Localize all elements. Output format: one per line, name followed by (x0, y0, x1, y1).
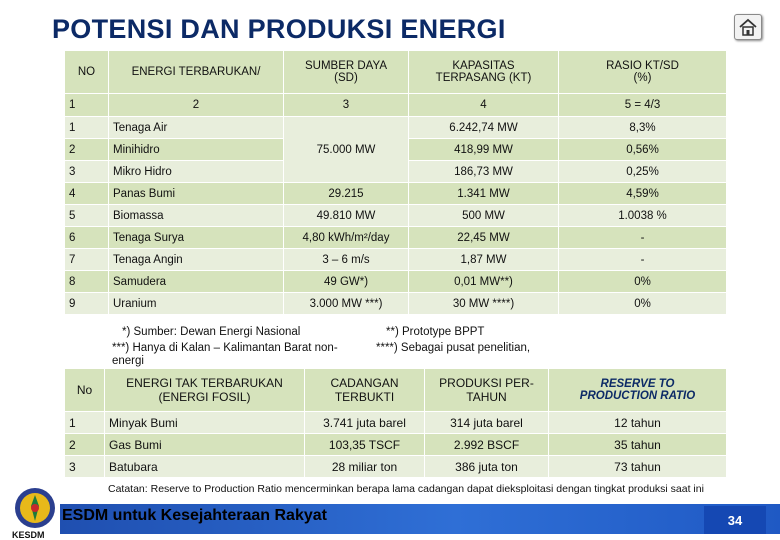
row-no: 9 (65, 293, 109, 315)
table-row (65, 249, 727, 271)
row-no: 4 (65, 183, 109, 205)
header-energi-line1: ENERGI TAK TERBARUKAN (126, 376, 283, 390)
index-cell: 2 (109, 94, 284, 117)
row-name: Minihidro (109, 139, 284, 161)
row-no: 2 (65, 139, 109, 161)
row-name: Uranium (109, 293, 284, 315)
header-rp-line1: RESERVE TO (600, 378, 675, 390)
header-kapasitas-line2: TERPASANG (KT) (435, 72, 532, 84)
fossil-energy-table (64, 368, 727, 478)
hydro-sd-merged: 75.000 MW (284, 117, 409, 183)
row-sd: 49.810 MW (284, 205, 409, 227)
row-kt: 1,87 MW (409, 249, 559, 271)
row-production: 2.992 BSCF (425, 434, 549, 456)
header-kapasitas-line1: KAPASITAS (452, 60, 515, 72)
row-name: Mikro Hidro (109, 161, 284, 183)
row-no: 1 (65, 412, 105, 434)
row-ratio: 0,56% (559, 139, 727, 161)
header-rasio (559, 51, 727, 94)
row-name: Samudera (109, 271, 284, 293)
rp-ratio-note: Catatan: Reserve to Production Ratio mencerminkan berapa lama cadangan dapat dieksploitasi dengan tingkat produksi saat ini (108, 483, 704, 495)
footnote-2: **) Prototype BPPT (386, 326, 485, 338)
footer-slogan: ESDM untuk Kesejahteraan Rakyat (62, 507, 327, 524)
index-cell: 4 (409, 94, 559, 117)
header-cadangan-line2: TERBUKTI (334, 390, 395, 404)
table-row (65, 117, 727, 139)
page-title: POTENSI DAN PRODUKSI ENERGI (52, 14, 506, 44)
table-row (65, 434, 727, 456)
row-kt: 500 MW (409, 205, 559, 227)
footnote-1: *) Sumber: Dewan Energi Nasional (122, 326, 301, 338)
row-production: 386 juta ton (425, 456, 549, 478)
row-name: Minyak Bumi (105, 412, 305, 434)
row-ratio: 0% (559, 293, 727, 315)
row-rp-ratio: 73 tahun (549, 456, 727, 478)
table-row (65, 293, 727, 315)
row-reserve: 28 miliar ton (305, 456, 425, 478)
row-no: 3 (65, 456, 105, 478)
header-no: NO (65, 51, 109, 94)
table-row (65, 271, 727, 293)
row-reserve: 3.741 juta barel (305, 412, 425, 434)
row-rp-ratio: 12 tahun (549, 412, 727, 434)
row-name: Tenaga Surya (109, 227, 284, 249)
row-reserve: 103,35 TSCF (305, 434, 425, 456)
row-kt: 418,99 MW (409, 139, 559, 161)
header-cadangan-line1: CADANGAN (330, 376, 399, 390)
row-no: 2 (65, 434, 105, 456)
index-cell: 3 (284, 94, 409, 117)
logo-label: KESDM (12, 530, 45, 540)
row-name: Gas Bumi (105, 434, 305, 456)
header-rp-ratio (549, 369, 727, 412)
kesdm-logo (10, 486, 60, 530)
footnote-4: ****) Sebagai pusat penelitian, (376, 342, 531, 354)
header-rp-line2: PRODUCTION RATIO (579, 390, 696, 402)
row-no: 3 (65, 161, 109, 183)
index-cell: 5 = 4/3 (559, 94, 727, 117)
header-produksi-line2: TAHUN (466, 390, 507, 404)
row-kt: 1.341 MW (409, 183, 559, 205)
table-header-row (65, 51, 727, 94)
row-sd: 3.000 MW ***) (284, 293, 409, 315)
header-rasio-line2: (%) (633, 72, 652, 84)
row-ratio: - (559, 249, 727, 271)
row-ratio: 1.0038 % (559, 205, 727, 227)
row-kt: 30 MW ****) (409, 293, 559, 315)
row-ratio: 8,3% (559, 117, 727, 139)
table-row (65, 205, 727, 227)
header-rasio-line1: RASIO KT/SD (606, 60, 679, 72)
row-no: 6 (65, 227, 109, 249)
index-cell: 1 (65, 94, 109, 117)
row-ratio: 0,25% (559, 161, 727, 183)
row-name: Panas Bumi (109, 183, 284, 205)
renewable-energy-table (64, 50, 727, 315)
table-row (65, 227, 727, 249)
header-no: No (65, 369, 105, 412)
header-sumber-line2: (SD) (334, 72, 358, 84)
home-icon (738, 17, 758, 37)
row-name: Tenaga Air (109, 117, 284, 139)
column-index-row (65, 94, 727, 117)
row-sd: 29.215 (284, 183, 409, 205)
row-sd: 4,80 kWh/m²/day (284, 227, 409, 249)
row-ratio: - (559, 227, 727, 249)
row-kt: 6.242,74 MW (409, 117, 559, 139)
row-kt: 22,45 MW (409, 227, 559, 249)
row-name: Tenaga Angin (109, 249, 284, 271)
row-no: 8 (65, 271, 109, 293)
row-no: 5 (65, 205, 109, 227)
header-sumber-line1: SUMBER DAYA (304, 60, 387, 72)
row-no: 1 (65, 117, 109, 139)
row-rp-ratio: 35 tahun (549, 434, 727, 456)
row-ratio: 0% (559, 271, 727, 293)
row-kt: 186,73 MW (409, 161, 559, 183)
header-kapasitas (409, 51, 559, 94)
header-energi: ENERGI TERBARUKAN/ (109, 51, 284, 94)
home-button[interactable] (734, 14, 762, 40)
row-no: 7 (65, 249, 109, 271)
row-ratio: 4,59% (559, 183, 727, 205)
header-energi-fosil (105, 369, 305, 412)
row-name: Biomassa (109, 205, 284, 227)
header-energi-line2: (ENERGI FOSIL) (158, 390, 251, 404)
row-sd: 3 – 6 m/s (284, 249, 409, 271)
page-number: 34 (704, 506, 766, 534)
table-row (65, 456, 727, 478)
table-row (65, 412, 727, 434)
table-header-row (65, 369, 727, 412)
footnote-3: ***) Hanya di Kalan – Kalimantan Barat non-energi (112, 342, 338, 367)
row-sd: 49 GW*) (284, 271, 409, 293)
row-kt: 0,01 MW**) (409, 271, 559, 293)
table-row (65, 183, 727, 205)
header-produksi-line1: PRODUKSI PER- (439, 376, 534, 390)
row-name: Batubara (105, 456, 305, 478)
row-production: 314 juta barel (425, 412, 549, 434)
header-cadangan (305, 369, 425, 412)
header-sumber-daya (284, 51, 409, 94)
header-produksi (425, 369, 549, 412)
